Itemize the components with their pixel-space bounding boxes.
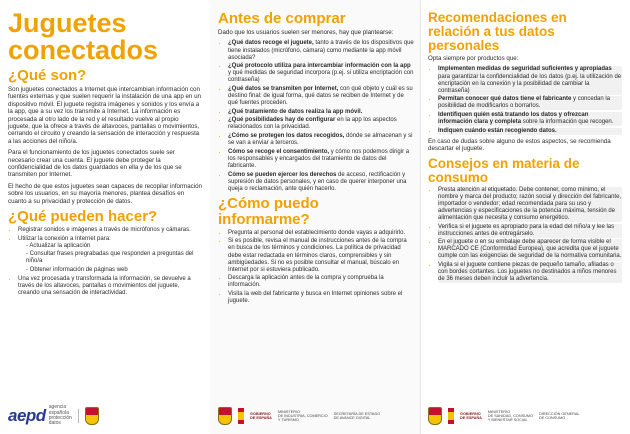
informarme-heading: ¿Cómo puedo informarme? bbox=[218, 194, 319, 228]
ministerio-label: MINISTERIO DE INDUSTRIA, COMERCIO Y TURISMO bbox=[277, 409, 328, 423]
flag-icon bbox=[238, 408, 244, 424]
secretaria-label: SECRETARÍA DE ESTADO DE AVANCE DIGITAL bbox=[333, 411, 381, 420]
list-item: • Verifica si el juguete es apropiado para la edad del niño/a y lee las instrucciones antes de entregárselo. bbox=[438, 224, 622, 238]
sub-list-item: - Actualizar la aplicación bbox=[26, 243, 202, 250]
list-item: • Si es posible, revisa el manual de instrucciones antes de la compra en busca de los términos y condiciones. La política de privacidad debe estar redactada en términos claros, comprensibles y sin ambigüedades. Si no es posible consultar el manual, búscalo en Internet por si estuviera publicado. bbox=[228, 238, 414, 273]
que-pueden-heading: ¿Qué pueden hacer? bbox=[8, 208, 158, 226]
coat-of-arms-icon bbox=[85, 407, 99, 425]
ministerio-label: MINISTERIO DE SANIDAD, CONSUMO Y BIENESTAR SOCIAL bbox=[487, 409, 534, 423]
recomendaciones-outro: En caso de dudas sobre alguno de estos aspectos, se recomienda descartar el juguete. bbox=[428, 137, 611, 153]
list-item: • Presta atención al etiquetado. Debe contener, como mínimo, el nombre y marca del producto; razón social y dirección del fabricante, importador o vendedor; edad recomendada para su uso y advertencias y especificaciones de la potencia máxima, tensión de alimentación que necesita y consumo energético. bbox=[438, 187, 622, 222]
que-son-paragraph-1: Son juguetes conectados a Internet que intercambian información con fuentes externas y que suelen requerir la instalación de una app en un dispositivo móvil. El juguete registra imágenes y sonidos y los envía a la app, que a su vez los transmite a Internet. La información es procesada al otro lado de la red y el resultado vuelve al propio juguete, que la ofrece a través de altavoces, pantallas o movimientos, cerrando el circuito y creando la sensación de interacción y respuesta a las acciones del niño/a. bbox=[8, 86, 201, 145]
antes-heading: Antes de comprar bbox=[218, 10, 346, 27]
footer-divider bbox=[78, 409, 79, 423]
recomendaciones-heading: Recomendaciones en relación a tus datos personales bbox=[428, 10, 567, 53]
direccion-label: DIRECCIÓN GENERAL DE CONSUMO bbox=[539, 411, 580, 420]
que-son-paragraph-2: Para el funcionamiento de los juguetes conectados suele ser necesario crear una cuenta. El juguete debe proteger la confidencialidad de los datos guardados en ella y de los que se transmiten por Internet. bbox=[8, 149, 182, 179]
list-item: • Identifiquen quién está tratando los datos y ofrezcan información clara y completa sobre la información que recogen. bbox=[438, 112, 622, 126]
list-item: • ¿Qué posibilidades hay de configurar en la app los aspectos relacionados con la privacidad. bbox=[228, 117, 414, 131]
list-item: • ¿Qué tratamiento de datos realiza la app móvil. bbox=[228, 109, 414, 116]
list-item: • Utilizar la conexión a Internet para: - Actualizar la aplicación - Consultar frases pregrabadas que responden a preguntas del niño/a - Obtener información de páginas web bbox=[18, 236, 202, 274]
column-1 bbox=[0, 0, 210, 434]
list-item: • Permitan conocer qué datos tiene el fabricante y concedan la posibilidad de modificarlos o borrarlos. bbox=[438, 96, 622, 110]
list-item: • Visita la web del fabricante y busca en Internet opiniones sobre el juguete. bbox=[228, 291, 414, 305]
footer-aepd bbox=[8, 404, 202, 428]
sub-list-item: - Obtener información de páginas web bbox=[26, 267, 202, 274]
main-title: Juguetes conectados bbox=[8, 8, 159, 65]
gobierno-label: GOBIERNO DE ESPAÑA bbox=[250, 411, 272, 420]
flag-icon bbox=[448, 408, 454, 424]
list-item: • ¿Qué datos recoge el juguete, tanto a través de los dispositivos que tiene instalados (micrófono, cámara) como mediante la app móvil asociada? bbox=[228, 40, 414, 61]
coat-of-arms-icon bbox=[428, 407, 442, 425]
list-item: • ¿Qué datos se transmiten por Internet, con qué objeto y cuál es su destino final: de igual forma, qué datos se reciben de Internet y de qué fuentes proceden. bbox=[228, 86, 414, 107]
footer-ministerio-industria bbox=[218, 404, 412, 428]
list-item: • Implementen medidas de seguridad suficientes y apropiadas para garantizar la confidencialidad de los datos (p.ej. la utilización de encriptación en la conexión y la posibilidad de cambiar la contraseña) bbox=[438, 66, 622, 94]
list-item: • Cómo se recoge el consentimiento, y cómo nos podemos dirigir a los responsables y encargados del tratamiento de datos del fabricante. bbox=[228, 149, 414, 170]
aepd-wordmark: aepd bbox=[8, 406, 46, 425]
sub-list bbox=[18, 243, 202, 274]
recomendaciones-intro: Opta siempre por productos que: bbox=[428, 55, 519, 62]
list-item: • Indiquen cuándo están recogiendo datos. bbox=[438, 128, 622, 135]
list-item: • En el juguete o en su embalaje debe aparecer de forma visible el MARCADO CE (Conformidad Europea), que acredita que el juguete cumple con las exigencias de seguridad de la normativa comunitaria. bbox=[438, 239, 622, 260]
que-son-heading: ¿Qué son? bbox=[8, 67, 87, 84]
list-item: • Descarga la aplicación antes de la compra y comprueba la información. bbox=[228, 275, 414, 289]
sub-list-item: - Consultar frases pregrabadas que responden a preguntas del niño/a bbox=[26, 251, 202, 265]
gobierno-label: GOBIERNO DE ESPAÑA bbox=[460, 411, 482, 420]
aepd-logo bbox=[8, 405, 72, 427]
list-item: • Registrar sonidos e imágenes a través de micrófonos y cámaras. bbox=[18, 227, 202, 234]
consejos-list bbox=[428, 187, 622, 284]
list-item: • Cómo se pueden ejercer los derechos de acceso, rectificación y supresión de datos personales, y en caso de querer interponer una queja o reclamación, ante quién hacerlo. bbox=[228, 172, 414, 193]
list-item: • Pregunta al personal del establecimiento donde vayas a adquirirlo. bbox=[228, 230, 414, 237]
list-item: • Vigila si el juguete contiene piezas de pequeño tamaño, afiladas o con bordes cortantes. Los juguetes no destinados a niños menores de 36 meses deben incluir la advertencia. bbox=[438, 262, 622, 283]
recomendaciones-list bbox=[428, 66, 622, 134]
column-2 bbox=[210, 0, 420, 434]
consejos-heading: Consejos en materia de consumo bbox=[428, 155, 580, 185]
antes-intro: Dado que los usuarios suelen ser menores, hay que plantearse: bbox=[218, 29, 394, 36]
footer-ministerio-sanidad bbox=[428, 404, 622, 428]
list-item: • ¿Qué protocolo utiliza para intercambiar información con la app y qué medidas de seguridad incorpora (p.ej. si utiliza encriptación con contraseña) bbox=[228, 63, 414, 84]
list-item: • Una vez procesada y transformada la información, se devuelve a través de los altavoces, pantallas o movimientos del juguete, creando una sensación de interactividad. bbox=[18, 276, 202, 297]
que-pueden-list bbox=[8, 227, 202, 297]
antes-list bbox=[218, 40, 414, 192]
list-item: • ¿Cómo se protegen los datos recogidos, dónde se almacenan y si se van a enviar a terceros. bbox=[228, 133, 414, 147]
que-son-paragraph-3: El hecho de que estos juguetes sean capaces de recopilar información sobre los usuarios, en su mayoría menores, plantea desafíos en cuanto a su privacidad y protección de datos. bbox=[8, 182, 202, 205]
coat-of-arms-icon bbox=[218, 407, 232, 425]
aepd-tagline: agencia española protección datos bbox=[48, 404, 72, 427]
column-3 bbox=[420, 0, 630, 434]
informarme-list bbox=[218, 230, 414, 305]
